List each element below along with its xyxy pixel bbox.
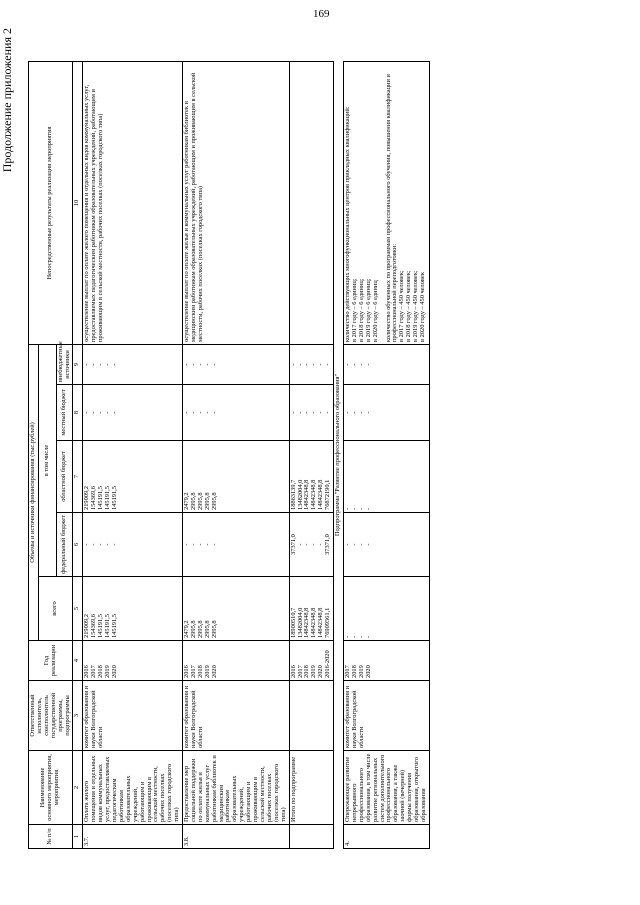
header-responsible: Ответственный исполнитель, соисполнитель государственной программы, подпрограммы: [29, 681, 73, 751]
extra-budget-value: -: [83, 363, 91, 366]
row-number: [289, 825, 333, 849]
subprogram-banner-row: [334, 62, 344, 849]
year: [343, 641, 429, 681]
year-value: 2016: [183, 665, 191, 678]
year-value: 2019: [357, 665, 365, 678]
column-number: 6: [73, 513, 83, 577]
column-number: 2: [73, 751, 83, 825]
extra-budget: [289, 345, 333, 385]
extra-budget-value: -: [343, 363, 351, 366]
total-value: 2479,2: [183, 620, 191, 638]
local-budget: [183, 385, 290, 441]
regional-budget-value: 219009,2: [83, 486, 91, 510]
extra-budget-value: -: [364, 363, 372, 366]
column-number: 4: [73, 641, 83, 681]
total: [289, 577, 333, 641]
local-budget-value: -: [343, 411, 351, 414]
total-value: 145191,5: [110, 614, 118, 638]
result-indicator-value: в 2019 году – 450 человек;: [412, 270, 420, 342]
extra-budget-value: -: [196, 363, 204, 366]
extra-budget: [183, 345, 290, 385]
local-budget-value: -: [110, 411, 118, 414]
column-number: 1: [73, 825, 83, 849]
regional-budget-value: 14842348,8: [317, 479, 325, 510]
regional-budget-value: 13482004,0: [296, 479, 304, 510]
table-row: [289, 62, 333, 849]
extra-budget-value: -: [303, 363, 311, 366]
total-value: 76909561,1: [324, 607, 332, 638]
header-incl: в том числе: [38, 345, 56, 577]
result-indicator-value: в 2019 году – 6 единиц;: [364, 278, 372, 342]
measure-result: осуществление выплат по оплате жилья и коммунальных услуг работникам библиотек и медицинским работникам образовательных учреждений, работающим и проживающим в сельской местности, рабочих поселках (поселках городского типа): [183, 62, 290, 345]
total-value: 2995,8: [210, 620, 218, 638]
column-number: 9: [73, 345, 83, 385]
result-indicator-value: в 2018 году – 6 единиц;: [357, 278, 365, 342]
local-budget-value: -: [296, 411, 304, 414]
result-indicator-value: в 2020 году – 450 человек: [419, 272, 427, 342]
total-value: 219009,2: [83, 614, 91, 638]
local-budget-value: -: [324, 411, 332, 414]
federal-budget-value: -: [83, 543, 91, 546]
total-value: 18900510,7: [289, 607, 297, 638]
local-budget-value: -: [317, 411, 325, 414]
responsible-executor: комитет образования и науки Волгоградской области: [83, 681, 183, 751]
measure-result: осуществление выплат по оплате жилого помещения и отдельных видов коммунальных услуг, предоставляемых педагогическим работникам образовательных учреждений, работающим и проживающим в сельской местности, рабочих поселках (поселках городского типа): [83, 62, 183, 345]
row-number: 3.8.: [183, 825, 290, 849]
year-value: 2019: [203, 665, 211, 678]
local-budget-value: -: [350, 411, 358, 414]
year-value: 2017: [90, 665, 98, 678]
year-value: 2019: [310, 665, 318, 678]
local-budget: [289, 385, 333, 441]
header-total: всего: [38, 577, 73, 641]
result-indicator-value: в 2017 году – 6 единиц;: [350, 278, 358, 342]
table-row: [343, 62, 429, 849]
extra-budget-value: -: [183, 363, 191, 366]
year-value: 2020: [364, 665, 372, 678]
year: [183, 641, 290, 681]
responsible-executor: [289, 681, 333, 751]
measure-result: [289, 62, 333, 345]
header-results: Непосредственные результаты реализации мероприятия: [29, 62, 73, 345]
table-row: [183, 62, 290, 849]
regional-budget-value: -: [350, 507, 358, 510]
federal-budget-value: -: [303, 543, 311, 546]
extra-budget-value: -: [310, 363, 318, 366]
federal-budget: [289, 513, 333, 577]
regional-budget-value: 14842348,8: [310, 479, 318, 510]
header-ext: внебюджетные источники: [56, 345, 73, 385]
result-indicator-value: в 2020 году – 6 единиц: [371, 280, 379, 342]
federal-budget-value: -: [104, 543, 112, 546]
result-indicator: количество действующих многофункциональных центров прикладных квалификаций:: [343, 106, 351, 342]
row-number: 3.7.: [83, 825, 183, 849]
measure-name: Предоставление мер социальной поддержки по оплате жилья и коммунальных услуг работникам библиотек и медицинским работникам образовательных учреждений, работающим и проживающим в сельской местности, рабочих поселках (поселках городского типа): [183, 751, 290, 825]
total-value: 154369,6: [90, 614, 98, 638]
federal-budget-value: -: [210, 543, 218, 546]
header-finance: Объемы и источники финансирования (тыс.рублей): [29, 345, 39, 641]
header-loc: местный бюджет: [56, 385, 73, 441]
extra-budget-value: -: [97, 363, 105, 366]
extra-budget-value: -: [110, 363, 118, 366]
regional-budget-value: 145191,5: [97, 486, 105, 510]
year-value: 2020: [110, 665, 118, 678]
year-value: 2018: [97, 665, 105, 678]
federal-budget: [183, 513, 290, 577]
total-value: 145191,5: [104, 614, 112, 638]
regional-budget-value: 2995,8: [189, 492, 197, 510]
local-budget-value: -: [90, 411, 98, 414]
federal-budget-value: -: [357, 543, 365, 546]
local-budget-value: -: [364, 411, 372, 414]
regional-budget-value: 2479,2: [183, 492, 191, 510]
regional-budget-value: 154369,6: [90, 486, 98, 510]
local-budget-value: -: [196, 411, 204, 414]
federal-budget-value: -: [97, 543, 105, 546]
total: [183, 577, 290, 641]
extra-budget: [343, 345, 429, 385]
regional-budget-value: -: [357, 507, 365, 510]
row-number: 4.: [343, 825, 429, 849]
regional-budget: [183, 441, 290, 513]
header-year: Год реализации: [29, 641, 73, 681]
regional-budget-value: 76872190,1: [324, 479, 332, 510]
year-value: 2020: [210, 665, 218, 678]
local-budget-value: -: [203, 411, 211, 414]
federal-budget-value: -: [317, 543, 325, 546]
total-value: 2995,8: [196, 620, 204, 638]
year-value: 2016-2020: [324, 650, 332, 678]
extra-budget-value: -: [203, 363, 211, 366]
extra-budget-value: -: [289, 363, 297, 366]
measure-name: Оплата жилого помещения и отдельных видов коммунальных услуг, предоставляемых педагогическим работникам образовательных учреждений, работающим и проживающим в сельской местности, рабочих поселках (поселках городского типа): [83, 751, 183, 825]
regional-budget-value: 2995,8: [203, 492, 211, 510]
year-value: 2018: [196, 665, 204, 678]
total-value: 2995,8: [203, 620, 211, 638]
local-budget-value: -: [210, 411, 218, 414]
year: [289, 641, 333, 681]
extra-budget-value: -: [296, 363, 304, 366]
local-budget-value: -: [189, 411, 197, 414]
extra-budget-value: -: [317, 363, 325, 366]
federal-budget-value: -: [90, 543, 98, 546]
regional-budget-value: 2995,8: [210, 492, 218, 510]
federal-budget-value: -: [203, 543, 211, 546]
header-num: № п/п: [29, 825, 73, 849]
result-indicator-value: в 2018 году – 450 человек;: [405, 270, 413, 342]
local-budget-value: -: [183, 411, 191, 414]
year-value: 2017: [343, 665, 351, 678]
financing-table: [28, 61, 430, 849]
column-number: 10: [73, 62, 83, 345]
extra-budget-value: -: [350, 363, 358, 366]
result-indicator: количество обученных по программам профессионального обучения, повышения квалификации и профессиональной переподготовки:: [384, 74, 399, 342]
column-number: 8: [73, 385, 83, 441]
regional-budget-value: -: [364, 507, 372, 510]
federal-budget-value: -: [196, 543, 204, 546]
year-value: 2020: [317, 665, 325, 678]
extra-budget-value: -: [189, 363, 197, 366]
year-value: 2017: [296, 665, 304, 678]
total: [343, 577, 429, 641]
year-value: 2018: [350, 665, 358, 678]
local-budget: [343, 385, 429, 441]
federal-budget-value: 37371,0: [289, 534, 297, 555]
measure-name: Опережающее развитие непрерывного профессионального образования, в том числе развитие региональных систем дополнительного профессионального образования, а также заочной (вечерней) формы получения образования, открытого образования: [343, 751, 429, 825]
regional-budget-value: 18863139,7: [289, 479, 297, 510]
extra-budget-value: -: [357, 363, 365, 366]
federal-budget-value: -: [183, 543, 191, 546]
responsible-executor: комитет образования и науки Волгоградской области: [183, 681, 290, 751]
federal-budget-value: -: [310, 543, 318, 546]
year-value: 2019: [104, 665, 112, 678]
measure-result: [343, 62, 429, 345]
column-numbers-row: [73, 62, 83, 849]
total-value: 14842348,8: [310, 607, 318, 638]
regional-budget-value: 14842348,8: [303, 479, 311, 510]
federal-budget: [83, 513, 183, 577]
local-budget-value: -: [310, 411, 318, 414]
extra-budget-value: -: [90, 363, 98, 366]
header-name: Наименование основного мероприятия, мероприятия: [29, 751, 73, 825]
subprogram-banner: Подпрограмма "Развитие профессионального образования": [334, 373, 342, 537]
federal-budget-value: -: [343, 543, 351, 546]
local-budget-value: -: [289, 411, 297, 414]
federal-budget-value: -: [189, 543, 197, 546]
extra-budget-value: -: [104, 363, 112, 366]
regional-budget-value: 145191,5: [104, 486, 112, 510]
table-row: [83, 62, 183, 849]
total-value: 145191,5: [97, 614, 105, 638]
federal-budget-value: 37371,0: [324, 534, 332, 555]
total: [83, 577, 183, 641]
total-value: -: [357, 635, 365, 638]
local-budget-value: -: [104, 411, 112, 414]
year-value: 2018: [303, 665, 311, 678]
local-budget-value: -: [303, 411, 311, 414]
regional-budget-value: 145191,5: [110, 486, 118, 510]
total-value: 14842348,8: [317, 607, 325, 638]
column-number: 5: [73, 577, 83, 641]
extra-budget-value: -: [324, 363, 332, 366]
regional-budget: [289, 441, 333, 513]
responsible-executor: комитет образования и науки Волгоградской области: [343, 681, 429, 751]
year-value: 2017: [189, 665, 197, 678]
year-value: 2016: [83, 665, 91, 678]
header-reg: областной бюджет: [56, 441, 73, 513]
total-value: 2995,8: [189, 620, 197, 638]
header-fed: федеральный бюджет: [56, 513, 73, 577]
total-value: 14842348,8: [303, 607, 311, 638]
local-budget-value: -: [97, 411, 105, 414]
regional-budget-value: -: [343, 507, 351, 510]
local-budget-value: -: [83, 411, 91, 414]
total-value: -: [350, 635, 358, 638]
extra-budget-value: -: [210, 363, 218, 366]
year-value: 2016: [289, 665, 297, 678]
measure-name: Итого по подпрограмме: [289, 751, 333, 825]
federal-budget-value: -: [350, 543, 358, 546]
total-value: -: [364, 635, 372, 638]
total-value: -: [343, 635, 351, 638]
page-number: 169: [313, 8, 330, 20]
regional-budget-value: 2995,8: [196, 492, 204, 510]
federal-budget: [343, 513, 429, 577]
year: [83, 641, 183, 681]
total-value: 13482004,0: [296, 607, 304, 638]
regional-budget: [343, 441, 429, 513]
appendix-subtitle: Продолжение приложения 2: [0, 28, 14, 173]
column-number: 7: [73, 441, 83, 513]
federal-budget-value: -: [110, 543, 118, 546]
regional-budget: [83, 441, 183, 513]
extra-budget: [83, 345, 183, 385]
federal-budget-value: -: [296, 543, 304, 546]
local-budget-value: -: [357, 411, 365, 414]
result-indicator-value: в 2017 году – 450 человек;: [398, 270, 406, 342]
column-number: 3: [73, 681, 83, 751]
federal-budget-value: -: [364, 543, 372, 546]
local-budget: [83, 385, 183, 441]
